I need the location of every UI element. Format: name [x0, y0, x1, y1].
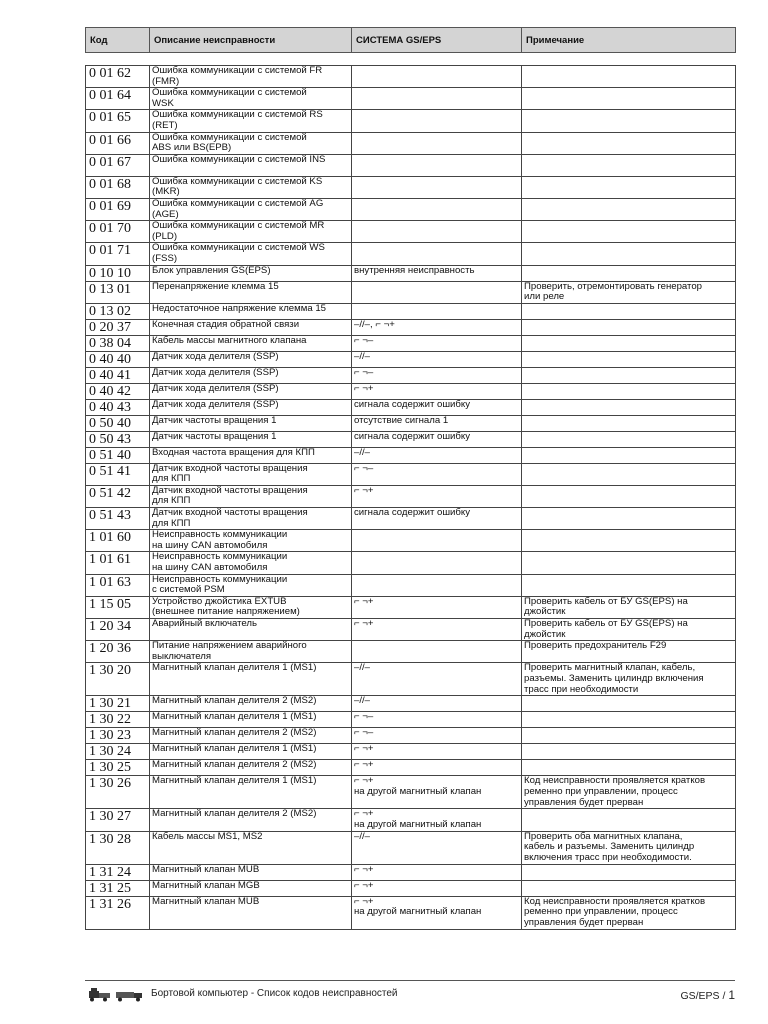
fault-code: 0 01 66: [86, 132, 150, 154]
fault-code: 0 38 04: [86, 335, 150, 351]
table-row: [86, 132, 736, 154]
table-row: [86, 399, 736, 415]
fault-note: Код неисправности проявляется кратков ременно при управлении, процесс управления будет прерван: [522, 776, 736, 809]
fault-description: Магнитный клапан MUB: [150, 896, 352, 929]
system-status: сигнала содержит ошибку: [352, 508, 522, 530]
fault-note: Проверить оба магнитных клапана, кабель и разъемы. Заменить цилиндр включения трасс при необходимости.: [522, 831, 736, 864]
page-number: [680, 988, 735, 1002]
fault-code: 0 50 43: [86, 431, 150, 447]
system-status: [352, 552, 522, 574]
table-row: [86, 66, 736, 88]
fault-code: 0 10 10: [86, 265, 150, 281]
fault-note: [522, 760, 736, 776]
system-status: ⌐ ¬+: [352, 596, 522, 618]
fault-note: [522, 88, 736, 110]
table-row: [86, 744, 736, 760]
fault-code: 0 01 68: [86, 176, 150, 198]
fault-description: Датчик хода делителя (SSP): [150, 383, 352, 399]
system-status: [352, 530, 522, 552]
fault-note: [522, 399, 736, 415]
fault-note: [522, 198, 736, 220]
fault-description: Неисправность коммуникации на шину CAN автомобиля: [150, 552, 352, 574]
table-row: [86, 530, 736, 552]
table-row: [86, 367, 736, 383]
fault-note: [522, 66, 736, 88]
fault-description: Магнитный клапан MUB: [150, 864, 352, 880]
fault-code: 1 30 21: [86, 696, 150, 712]
fault-code: 0 13 01: [86, 281, 150, 303]
system-status: ⌐ ¬+: [352, 485, 522, 507]
table-row: [86, 447, 736, 463]
system-status: ⌐ ¬+: [352, 744, 522, 760]
fault-note: [522, 176, 736, 198]
fault-code-table: [85, 65, 736, 930]
fault-code: 1 31 26: [86, 896, 150, 929]
fault-description: Датчик частоты вращения 1: [150, 431, 352, 447]
table-row: [86, 383, 736, 399]
fault-code: 0 40 43: [86, 399, 150, 415]
fault-note: Код неисправности проявляется кратков ременно при управлении, процесс управления будет прерван: [522, 896, 736, 929]
fault-code: 0 01 64: [86, 88, 150, 110]
fault-description: Ошибка коммуникации с системой KS (MKR): [150, 176, 352, 198]
fault-note: [522, 508, 736, 530]
fault-description: Магнитный клапан делителя 2 (MS2): [150, 809, 352, 831]
table-row: [86, 303, 736, 319]
system-status: сигнала содержит ошибку: [352, 399, 522, 415]
fault-description: Магнитный клапан делителя 1 (MS1): [150, 663, 352, 696]
page-number-value: 1: [728, 988, 735, 1002]
system-status: ⌐ ¬–: [352, 728, 522, 744]
fault-description: Ошибка коммуникации с системой ABS или BS(EPB): [150, 132, 352, 154]
fault-code: 1 30 20: [86, 663, 150, 696]
fault-code: 0 50 40: [86, 415, 150, 431]
system-status: отсутствие сигнала 1: [352, 415, 522, 431]
fault-code: 1 30 25: [86, 760, 150, 776]
fault-description: Магнитный клапан делителя 1 (MS1): [150, 744, 352, 760]
table-row: [86, 596, 736, 618]
fault-code: 0 20 37: [86, 319, 150, 335]
system-status: ⌐ ¬+ на другой магнитный клапан: [352, 896, 522, 929]
system-status: [352, 281, 522, 303]
system-status: –//–, ⌐ ¬+: [352, 319, 522, 335]
system-status: внутренняя неисправность: [352, 265, 522, 281]
fault-note: [522, 552, 736, 574]
fault-note: [522, 319, 736, 335]
fault-note: [522, 530, 736, 552]
fault-description: Ошибка коммуникации с системой FR (FMR): [150, 66, 352, 88]
fault-note: [522, 728, 736, 744]
fault-description: Кабель массы MS1, MS2: [150, 831, 352, 864]
table-row: [86, 552, 736, 574]
fault-note: [522, 132, 736, 154]
table-row: [86, 319, 736, 335]
system-status: [352, 66, 522, 88]
fault-note: [522, 574, 736, 596]
fault-code: 1 30 26: [86, 776, 150, 809]
table-row: [86, 696, 736, 712]
table-row: [86, 663, 736, 696]
fault-description: Магнитный клапан делителя 2 (MS2): [150, 728, 352, 744]
fault-note: [522, 880, 736, 896]
system-status: сигнала содержит ошибку: [352, 431, 522, 447]
fault-code: 1 31 24: [86, 864, 150, 880]
fault-note: Проверить предохранитель F29: [522, 641, 736, 663]
table-row: [86, 760, 736, 776]
table-row: [86, 351, 736, 367]
fault-note: [522, 712, 736, 728]
system-status: ⌐ ¬+: [352, 880, 522, 896]
fault-code: 1 30 23: [86, 728, 150, 744]
footer-divider: [85, 980, 735, 981]
system-status: [352, 88, 522, 110]
system-status: –//–: [352, 696, 522, 712]
footer-title: Бортовой компьютер - Список кодов неисправностей: [151, 988, 398, 999]
table-row: [86, 415, 736, 431]
fault-description: Питание напряжением аварийного выключателя: [150, 641, 352, 663]
fault-code: 1 31 25: [86, 880, 150, 896]
fault-code: 1 30 28: [86, 831, 150, 864]
fault-code: 0 01 65: [86, 110, 150, 132]
fault-note: [522, 221, 736, 243]
table-row: [86, 896, 736, 929]
fault-code: 0 40 41: [86, 367, 150, 383]
fault-code: 0 51 40: [86, 447, 150, 463]
fault-note: [522, 367, 736, 383]
fault-description: Магнитный клапан делителя 2 (MS2): [150, 760, 352, 776]
fault-code: 1 30 27: [86, 809, 150, 831]
fault-description: Ошибка коммуникации с системой RS (RET): [150, 110, 352, 132]
header-note: Примечание: [522, 28, 736, 53]
fault-description: Ошибка коммуникации с системой INS: [150, 154, 352, 176]
fault-description: Входная частота вращения для КПП: [150, 447, 352, 463]
table-row: [86, 281, 736, 303]
fault-description: Датчик частоты вращения 1: [150, 415, 352, 431]
fault-note: [522, 110, 736, 132]
system-status: –//–: [352, 663, 522, 696]
table-row: [86, 221, 736, 243]
fault-description: Неисправность коммуникации с системой PSM: [150, 574, 352, 596]
system-status: ⌐ ¬+: [352, 619, 522, 641]
fault-code: 0 51 43: [86, 508, 150, 530]
system-status: –//–: [352, 831, 522, 864]
system-status: [352, 198, 522, 220]
system-status: [352, 176, 522, 198]
fault-code: 1 30 24: [86, 744, 150, 760]
fault-note: [522, 383, 736, 399]
system-status: ⌐ ¬–: [352, 335, 522, 351]
fault-description: Ошибка коммуникации с системой WS (FSS): [150, 243, 352, 265]
fault-code: 1 01 61: [86, 552, 150, 574]
system-status: [352, 110, 522, 132]
fault-note: Проверить магнитный клапан, кабель, разъемы. Заменить цилиндр включения трасс при необходимости: [522, 663, 736, 696]
table-row: [86, 864, 736, 880]
fault-code-rows: [86, 66, 736, 930]
table-row: [86, 110, 736, 132]
fault-description: Магнитный клапан MGB: [150, 880, 352, 896]
system-status: [352, 154, 522, 176]
fault-note: [522, 303, 736, 319]
fault-note: [522, 696, 736, 712]
fault-description: Датчик хода делителя (SSP): [150, 351, 352, 367]
system-status: –//–: [352, 447, 522, 463]
fault-note: [522, 447, 736, 463]
table-row: [86, 485, 736, 507]
header-system: СИСТЕМА GS/EPS: [352, 28, 522, 53]
table-row: [86, 728, 736, 744]
fault-description: Ошибка коммуникации с системой AG (AGE): [150, 198, 352, 220]
table-row: [86, 619, 736, 641]
fault-description: Магнитный клапан делителя 1 (MS1): [150, 712, 352, 728]
fault-code: 1 20 34: [86, 619, 150, 641]
fault-code: 1 20 36: [86, 641, 150, 663]
fault-description: Устройство джойстика EXTUB (внешнее питание напряжением): [150, 596, 352, 618]
fault-description: Датчик хода делителя (SSP): [150, 367, 352, 383]
system-status: [352, 574, 522, 596]
fault-note: Проверить кабель от БУ GS(EPS) на джойстик: [522, 596, 736, 618]
table-row: [86, 463, 736, 485]
fault-code: 1 01 63: [86, 574, 150, 596]
table-row: [86, 88, 736, 110]
fault-code: 0 40 42: [86, 383, 150, 399]
table-row: [86, 809, 736, 831]
system-status: ⌐ ¬–: [352, 367, 522, 383]
table-row: [86, 880, 736, 896]
fault-code: 0 01 71: [86, 243, 150, 265]
system-status: [352, 243, 522, 265]
fault-description: Датчик входной частоты вращения для КПП: [150, 463, 352, 485]
header-description: Описание неисправности: [150, 28, 352, 53]
fault-description: Блок управления GS(EPS): [150, 265, 352, 281]
table-row: [86, 641, 736, 663]
fault-description: Датчик входной частоты вращения для КПП: [150, 508, 352, 530]
fault-description: Ошибка коммуникации с системой MR (PLD): [150, 221, 352, 243]
table-row: [86, 198, 736, 220]
system-status: [352, 221, 522, 243]
fault-note: [522, 154, 736, 176]
system-status: ⌐ ¬+ на другой магнитный клапан: [352, 776, 522, 809]
fault-note: Проверить, отремонтировать генератор или реле: [522, 281, 736, 303]
system-status: ⌐ ¬–: [352, 712, 522, 728]
table-row: [86, 265, 736, 281]
fault-note: [522, 431, 736, 447]
system-status: [352, 132, 522, 154]
fault-note: [522, 744, 736, 760]
fault-note: [522, 463, 736, 485]
table-row: [86, 335, 736, 351]
page-prefix: GS/EPS /: [680, 990, 729, 1002]
fault-note: [522, 415, 736, 431]
system-status: –//–: [352, 351, 522, 367]
fault-code: 1 15 05: [86, 596, 150, 618]
fault-description: Датчик входной частоты вращения для КПП: [150, 485, 352, 507]
table-row: [86, 431, 736, 447]
table-row: [86, 574, 736, 596]
system-status: ⌐ ¬+: [352, 383, 522, 399]
fault-code: 0 40 40: [86, 351, 150, 367]
fault-code: 1 30 22: [86, 712, 150, 728]
system-status: ⌐ ¬+: [352, 864, 522, 880]
fault-note: [522, 809, 736, 831]
system-status: [352, 641, 522, 663]
fault-description: Ошибка коммуникации с системой WSK: [150, 88, 352, 110]
fault-code: 0 51 42: [86, 485, 150, 507]
fault-description: Недостаточное напряжение клемма 15: [150, 303, 352, 319]
fault-description: Аварийный включатель: [150, 619, 352, 641]
table-header: [85, 27, 736, 53]
fault-note: Проверить кабель от БУ GS(EPS) на джойстик: [522, 619, 736, 641]
table-row: [86, 508, 736, 530]
fault-description: Неисправность коммуникации на шину CAN автомобиля: [150, 530, 352, 552]
fault-code: 0 01 62: [86, 66, 150, 88]
table-row: [86, 776, 736, 809]
fault-note: [522, 335, 736, 351]
table-row: [86, 712, 736, 728]
table-row: [86, 831, 736, 864]
fault-description: Магнитный клапан делителя 2 (MS2): [150, 696, 352, 712]
fault-code: 0 51 41: [86, 463, 150, 485]
fault-note: [522, 485, 736, 507]
table-row: [86, 243, 736, 265]
fault-note: [522, 243, 736, 265]
fault-description: Перенапряжение клемма 15: [150, 281, 352, 303]
fault-code: 0 13 02: [86, 303, 150, 319]
fault-note: [522, 351, 736, 367]
fault-description: Датчик хода делителя (SSP): [150, 399, 352, 415]
system-status: ⌐ ¬–: [352, 463, 522, 485]
table-row: [86, 154, 736, 176]
system-status: [352, 303, 522, 319]
truck-logo-icon: [88, 988, 144, 1002]
table-row: [86, 176, 736, 198]
fault-note: [522, 864, 736, 880]
fault-code: 0 01 70: [86, 221, 150, 243]
fault-description: Конечная стадия обратной связи: [150, 319, 352, 335]
fault-code: 1 01 60: [86, 530, 150, 552]
fault-code: 0 01 67: [86, 154, 150, 176]
fault-note: [522, 265, 736, 281]
fault-description: Магнитный клапан делителя 1 (MS1): [150, 776, 352, 809]
system-status: ⌐ ¬+ на другой магнитный клапан: [352, 809, 522, 831]
header-code: Код: [86, 28, 150, 53]
fault-code: 0 01 69: [86, 198, 150, 220]
system-status: ⌐ ¬+: [352, 760, 522, 776]
fault-description: Кабель массы магнитного клапана: [150, 335, 352, 351]
